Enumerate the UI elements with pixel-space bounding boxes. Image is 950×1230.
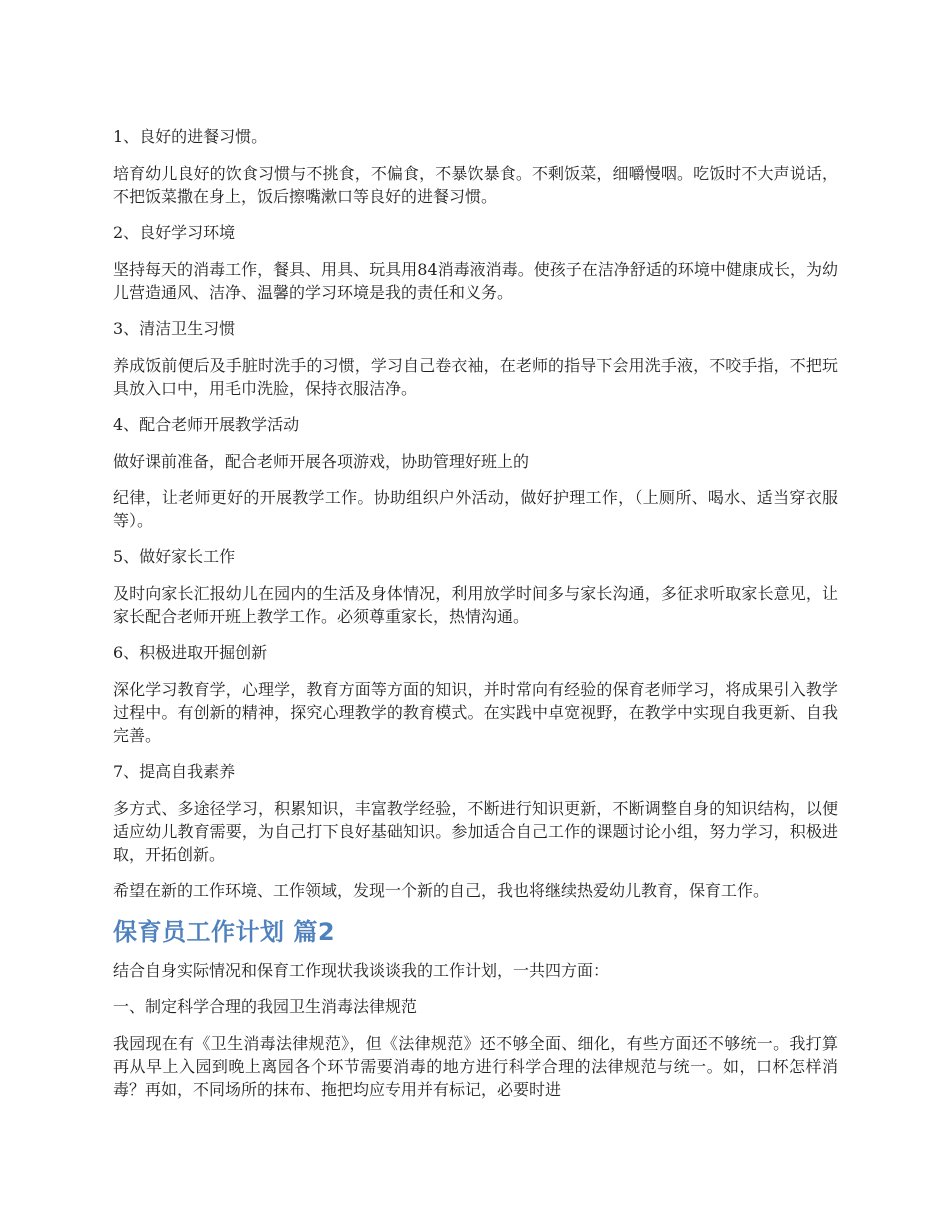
section-heading: 4、配合老师开展教学活动 [113, 415, 300, 434]
section-heading: 7、提高自我素养 [113, 762, 236, 781]
paragraph: 坚持每天的消毒工作，餐具、用具、玩具用84消毒液消毒。使孩子在洁净舒适的环境中健康成长，为幼儿营造通风、洁净、温馨的学习环境是我的责任和义务。 [113, 260, 838, 302]
section-title: 保育员工作计划 篇2 [113, 918, 336, 946]
paragraph: 培育幼儿良好的饮食习惯与不挑食，不偏食，不暴饮暴食。不剩饭菜，细嚼慢咽。吃饭时不大声说话，不把饭菜撒在身上，饭后擦嘴漱口等良好的进餐习惯。 [113, 164, 838, 206]
paragraph: 做好课前准备，配合老师开展各项游戏，协助管理好班上的 [113, 452, 530, 471]
plan-items [113, 125, 838, 902]
paragraph: 我园现在有《卫生消毒法律规范》，但《法律规范》还不够全面、细化，有些方面还不够统一。我打算再从早上入园到晚上离园各个环节需要消毒的地方进行科学合理的法律规范与统一。如，口杯怎样消毒？再如，不同场所的抹布、拖把均应专用并有标记，必要时进 [113, 1034, 838, 1099]
section-heading: 2、良好学习环境 [113, 223, 236, 242]
section-heading: 一、制定科学合理的我园卫生消毒法律规范 [113, 997, 418, 1016]
paragraph: 深化学习教育学，心理学，教育方面等方面的知识，并时常向有经验的保育老师学习，将成果引入教学过程中。有创新的精神，探究心理教学的教育模式。在实践中卓宽视野，在教学中实现自我更新、自我完善。 [113, 680, 838, 745]
plan-section-2 [113, 959, 838, 1101]
paragraph: 结合自身实际情况和保育工作现状我谈谈我的工作计划，一共四方面： [113, 961, 610, 980]
paragraph: 及时向家长汇报幼儿在园内的生活及身体情况，利用放学时间多与家长沟通，多征求听取家长意见，让家长配合老师开班上教学工作。必须尊重家长，热情沟通。 [113, 584, 838, 626]
paragraph: 纪律，让老师更好的开展教学工作。协助组织户外活动，做好护理工作，（上厕所、喝水、适当穿衣服等）。 [113, 488, 838, 530]
paragraph: 希望在新的工作环境、工作领域，发现一个新的自己，我也将继续热爱幼儿教育，保育工作。 [113, 881, 770, 900]
paragraph: 养成饭前便后及手脏时洗手的习惯，学习自己卷衣袖，在老师的指导下会用洗手液，不咬手指，不把玩具放入口中，用毛巾洗脸，保持衣服洁净。 [113, 356, 838, 398]
section-heading: 5、做好家长工作 [113, 547, 236, 566]
section-heading: 1、良好的进餐习惯。 [113, 127, 268, 146]
paragraph: 多方式、多途径学习，积累知识，丰富教学经验，不断进行知识更新，不断调整自身的知识结构，以便适应幼儿教育需要，为自己打下良好基础知识。参加适合自己工作的课题讨论小组，努力学习，积极进取，开拓创新。 [113, 799, 838, 864]
document-body [113, 125, 838, 1114]
section-heading: 3、清洁卫生习惯 [113, 319, 236, 338]
section-heading: 6、积极进取开掘创新 [113, 643, 268, 662]
